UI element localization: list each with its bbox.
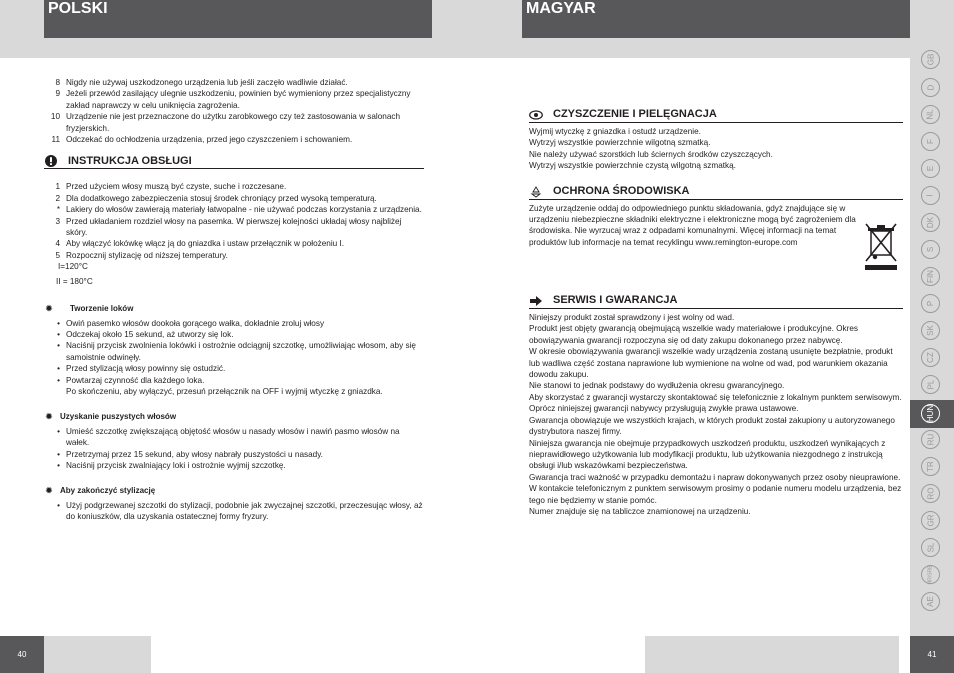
finish-list	[44, 500, 424, 523]
list-item: • Powtarzaj czynność dla każdego loka.	[57, 375, 205, 385]
lang-tab-fin[interactable]: FIN	[921, 267, 940, 286]
lang-tab-sk[interactable]: SK	[921, 321, 940, 340]
list-item: 1 Przed użyciem włosy muszą być czyste, suche i rozczesane.	[55, 182, 287, 192]
list-item: 3 Przed układaniem rozdziel włosy na pasemka. W pierwszej kolejności układaj włosy najbliżej skóry.	[55, 216, 402, 238]
service-text: Niniejszy produkt został sprawdzony i jest wolny od wad. Produkt jest objęty gwarancją obejmującą wszelkie wady materiałowe i produkcyjne. Okres obowiązywania gwarancji rozpoczyna się od daty zakupu dokonanego przez nabywcę. W okresie obowiązywania gwarancji wszelkie wady urządzenia zostaną usunięte bezpłatnie, produkt lub wadliwa część zostana naprawione lub wymienione na wolne od wad, pod warunkiem okazania dowodu zakupu. Nie stanowi to jednak podstawy do wydłużenia okresu gwarancyjnego. Aby skorzystać z gwarancji wystarczy skontaktować się telefonicznie z lokalnym punktem serwisowym. Oprócz niniejszej gwarancji nabywcy przysługują zwykłe prawa ustawowe. Gwarancja obowiązuje we wszystkich krajach, w których produkt został zakupiony u autoryzowanego dystrybutora naszej firmy. Niniejsza gwarancja nie obejmuje przypadkowych uszkodzeń produktu, uszkodzeń wynikających z nieprawidłowego użytkowania lub modyfikacji produktu, lub użytkowania niezgodnego z instrukcją obsługi i/lub wskazówkami bezpieczeństwa. Gwarancja traci ważność w przypadku demontażu i napraw dokonywanych przez osoby nieuprawione. W kontakcie telefonicznym z punktem serwisowym prosimy o podanie numeru modelu urządzenia, bez tego nie będziemy w stanie pomóc. Numer znajduje się na tabliczce znamionowej na urządzeniu.	[529, 313, 902, 516]
sun-icon: ✹	[45, 304, 53, 314]
lang-tab-gr[interactable]: GR	[921, 511, 940, 530]
environment-text: Zużyte urządzenie oddaj do odpowiedniego punktu składowania, gdyż znajdujące się w urządzeniu niebezpieczne składniki elektryczne i elektroniczne mogą być zagrożeniem dla środowiska. Nie wyrzucaj wraz z odpadami komunalnymi. Więcej informacji na temat produktów lub informacje na temat recyklingu www.remington-europe.com	[529, 203, 856, 247]
lang-tab-hr-srb[interactable]: HR/SRB	[921, 565, 940, 584]
curls-list	[44, 318, 424, 398]
cleaning-heading: CZYSZCZENIE I PIELĘGNACJA	[529, 108, 903, 123]
instructions-list	[44, 181, 424, 261]
cleaning-text: Wyjmij wtyczkę z gniazdka i ostudź urządzenie. Wytrzyj wszystkie powierzchnie wilgotną szmatką. Nie należy używać szorstkich lub ściernych środków czyszczących. Wytrzyj wszystkie powierzchnie czystą wilgotną szmatką.	[529, 127, 773, 171]
curls-heading: ✹ Tworzenie loków	[45, 304, 134, 314]
lang-tab-sl[interactable]: SL	[921, 538, 940, 557]
lang-tab-hun-active[interactable]	[910, 400, 954, 428]
lang-tab-f[interactable]: F	[921, 132, 940, 151]
left-column	[44, 77, 424, 523]
language-sidebar	[910, 38, 954, 636]
sun-icon: ✹	[45, 486, 53, 496]
footer-bar-left	[44, 636, 151, 673]
list-item: 8 Nigdy nie używaj uszkodzonego urządzenia lub jeśli zaczęło wadliwie działać.	[55, 78, 348, 87]
temperature-2: II = 180°C	[56, 276, 93, 286]
lang-tab-d[interactable]: D	[921, 78, 940, 97]
list-item: 5 Rozpocznij stylizację od niższej temperatury.	[55, 250, 228, 260]
lang-tab-dk[interactable]: DK	[921, 213, 940, 232]
list-item: • Owiń pasemko włosów dookoła gorącego wałka, dokładnie zroluj włosy	[57, 318, 325, 328]
lang-tab-ro[interactable]: RO	[921, 484, 940, 503]
lang-tab-gb[interactable]: GB	[921, 50, 940, 69]
finish-heading: ✹ Aby zakończyć stylizację	[45, 486, 156, 496]
list-item: * Lakiery do włosów zawierają materiały łatwopalne - nie używać podczas korzystania z urządzenia.	[56, 205, 422, 215]
right-title: MAGYAR	[526, 0, 596, 17]
service-heading: SERWIS I GWARANCJA	[529, 294, 903, 309]
footer-bar-right	[645, 636, 899, 673]
arrow-right-icon	[529, 295, 543, 307]
right-column	[529, 108, 903, 517]
lang-tab-p[interactable]: P	[921, 294, 940, 313]
lang-tab-tr[interactable]: TR	[921, 457, 940, 476]
lang-tab-cz[interactable]: CZ	[921, 348, 940, 367]
lang-tab-ru[interactable]: RU	[921, 430, 940, 449]
list-item: • Umieść szczotkę zwiększającą objętość włosów u nasady włosów i nawiń pasmo włosów na wałek.	[57, 426, 400, 448]
list-item: 10 Urządzenie nie jest przeznaczone do użytku zarobkowego czy też zastosowania w salonach fryzjerskich.	[50, 112, 401, 133]
list-item: • Naciśnij przycisk zwolnienia lokówki i ostrożnie odciągnij szczotkę, umożliwiając włosom, aby się samoistnie odwinęły.	[57, 341, 416, 362]
lang-tab-e[interactable]: E	[921, 159, 940, 178]
volume-heading: ✹ Uzyskanie puszystych włosów	[45, 412, 177, 422]
list-item: 9 Jeżeli przewód zasilający ulegnie uszkodzeniu, powinien być wymieniony przez specjalistyczny zakład naprawczy w celu uniknięcia zagrożenia.	[55, 89, 411, 110]
list-item: • Przed stylizacją włosy powinny się ostudzić.	[57, 364, 226, 374]
environment-heading: OCHRONA ŚRODOWISKA	[529, 185, 903, 200]
page-header-left	[44, 0, 432, 38]
weee-bin-icon	[863, 221, 903, 274]
lang-tab-i[interactable]: I	[921, 186, 940, 205]
list-item: 11 Odczekać do ochłodzenia urządzenia, przed jego czyszczeniem i schowaniem.	[51, 135, 353, 145]
warning-icon	[44, 155, 58, 167]
left-title: POLSKI	[48, 0, 108, 17]
list-item: 4 Aby włączyć lokówkę włącz ją do gniazdka i ustaw przełącznik w położeniu I.	[55, 239, 345, 249]
lang-tab-nl[interactable]: NL	[921, 105, 940, 124]
lang-tab-s[interactable]: S	[921, 240, 940, 259]
safety-list	[44, 77, 424, 145]
list-item: • Przetrzymaj przez 15 sekund, aby włosy nabrały puszystości u nasady.	[57, 449, 323, 459]
sun-icon: ✹	[45, 412, 53, 422]
eye-icon	[529, 109, 543, 121]
recycle-icon	[529, 186, 543, 198]
lang-tab-hun[interactable]: HUN	[921, 404, 940, 423]
volume-list	[44, 426, 424, 472]
list-item: 2 Dla dodatkowego zabezpieczenia stosuj środek chroniący przed wysoką temperaturą.	[55, 193, 377, 203]
lang-tab-pl[interactable]: PL	[921, 375, 940, 394]
list-item: • Odczekaj około 15 sekund, aż utworzy się lok.	[57, 329, 234, 339]
list-item: • Użyj podgrzewanej szczotki do stylizacji, podobnie jak zwyczajnej szczotki, przeczesując włosy, aż do koniuszków, dla uzyskania ostatecznej formy fryzury.	[57, 500, 423, 522]
temperature-1: I=120°C	[58, 262, 88, 272]
page-header-right	[522, 0, 910, 38]
lang-tab-ae[interactable]: AE	[921, 592, 940, 611]
page-number-right: 41	[910, 636, 954, 673]
instructions-heading: INSTRUKCJA OBSŁUGI	[44, 154, 424, 169]
list-item: Po skończeniu, aby wyłączyć, przesuń przełącznik na OFF i wyjmij wtyczkę z gniazdka.	[66, 386, 383, 396]
list-item: • Naciśnij przycisk zwalniający loki i ostrożnie wyjmij szczotkę.	[57, 460, 286, 470]
environment-block	[529, 203, 903, 274]
page-number-left: 40	[0, 636, 44, 673]
